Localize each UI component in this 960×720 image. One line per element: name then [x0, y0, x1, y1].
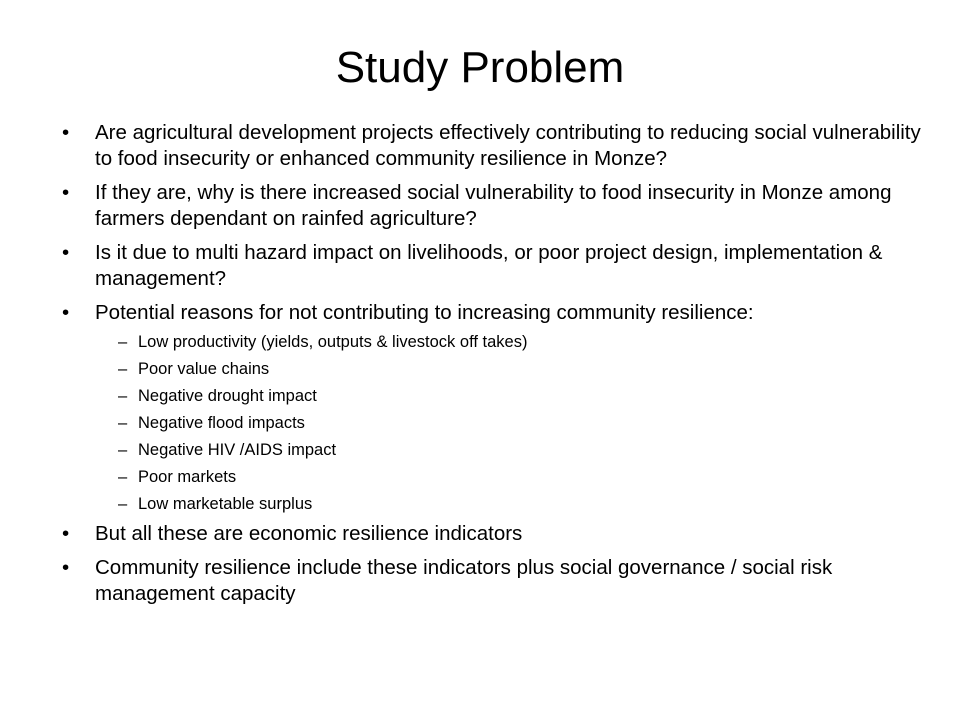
slide-body: [62, 120, 922, 615]
sub-bullet-item: [62, 386, 922, 406]
sub-bullet-text: Low marketable surplus: [138, 495, 313, 513]
sub-bullet-text: Negative flood impacts: [138, 414, 305, 432]
bullet-marker: •: [62, 556, 70, 579]
bullet-text: Community resilience include these indicators plus social governance / social risk management capacity: [95, 556, 833, 605]
sub-bullet-text: Low productivity (yields, outputs & livestock off takes): [138, 333, 528, 351]
bullet-marker: •: [62, 522, 70, 545]
dash-marker: –: [118, 333, 128, 351]
bullet-marker: •: [62, 121, 70, 144]
sub-bullet-text: Negative HIV /AIDS impact: [138, 441, 337, 459]
dash-marker: –: [118, 495, 128, 513]
dash-marker: –: [118, 468, 128, 486]
sub-bullet-text: Poor markets: [138, 468, 237, 486]
sub-bullet-item: [62, 467, 922, 487]
bullet-marker: •: [62, 181, 70, 204]
slide-title: Study Problem: [335, 43, 625, 92]
sub-bullet-item: [62, 332, 922, 352]
sub-bullet-text: Poor value chains: [138, 360, 270, 378]
bullet-item: [62, 240, 922, 292]
bullet-item: [62, 180, 922, 232]
bullet-marker: •: [62, 301, 70, 324]
bullet-text: But all these are economic resilience indicators: [95, 522, 523, 545]
bullet-text: Is it due to multi hazard impact on livelihoods, or poor project design, implementation & management?: [95, 241, 883, 290]
bullet-item: [62, 120, 922, 172]
bullet-marker: •: [62, 241, 70, 264]
bullet-text: If they are, why is there increased social vulnerability to food insecurity in Monze among farmers dependant on rainfed agriculture?: [95, 181, 892, 230]
sub-bullet-text: Negative drought impact: [138, 387, 317, 405]
bullet-item: [62, 300, 922, 326]
bullet-item: [62, 555, 922, 607]
bullet-text: Are agricultural development projects effectively contributing to reducing social vulnerability to food insecurity or enhanced community resilience in Monze?: [95, 121, 921, 170]
sub-bullet-item: [62, 494, 922, 514]
dash-marker: –: [118, 414, 128, 432]
bullet-text: Potential reasons for not contributing to increasing community resilience:: [95, 301, 754, 324]
sub-bullet-list: [62, 332, 922, 514]
sub-bullet-item: [62, 440, 922, 460]
dash-marker: –: [118, 360, 128, 378]
bullet-item: [62, 521, 922, 547]
dash-marker: –: [118, 387, 128, 405]
dash-marker: –: [118, 441, 128, 459]
sub-bullet-item: [62, 413, 922, 433]
sub-bullet-item: [62, 359, 922, 379]
